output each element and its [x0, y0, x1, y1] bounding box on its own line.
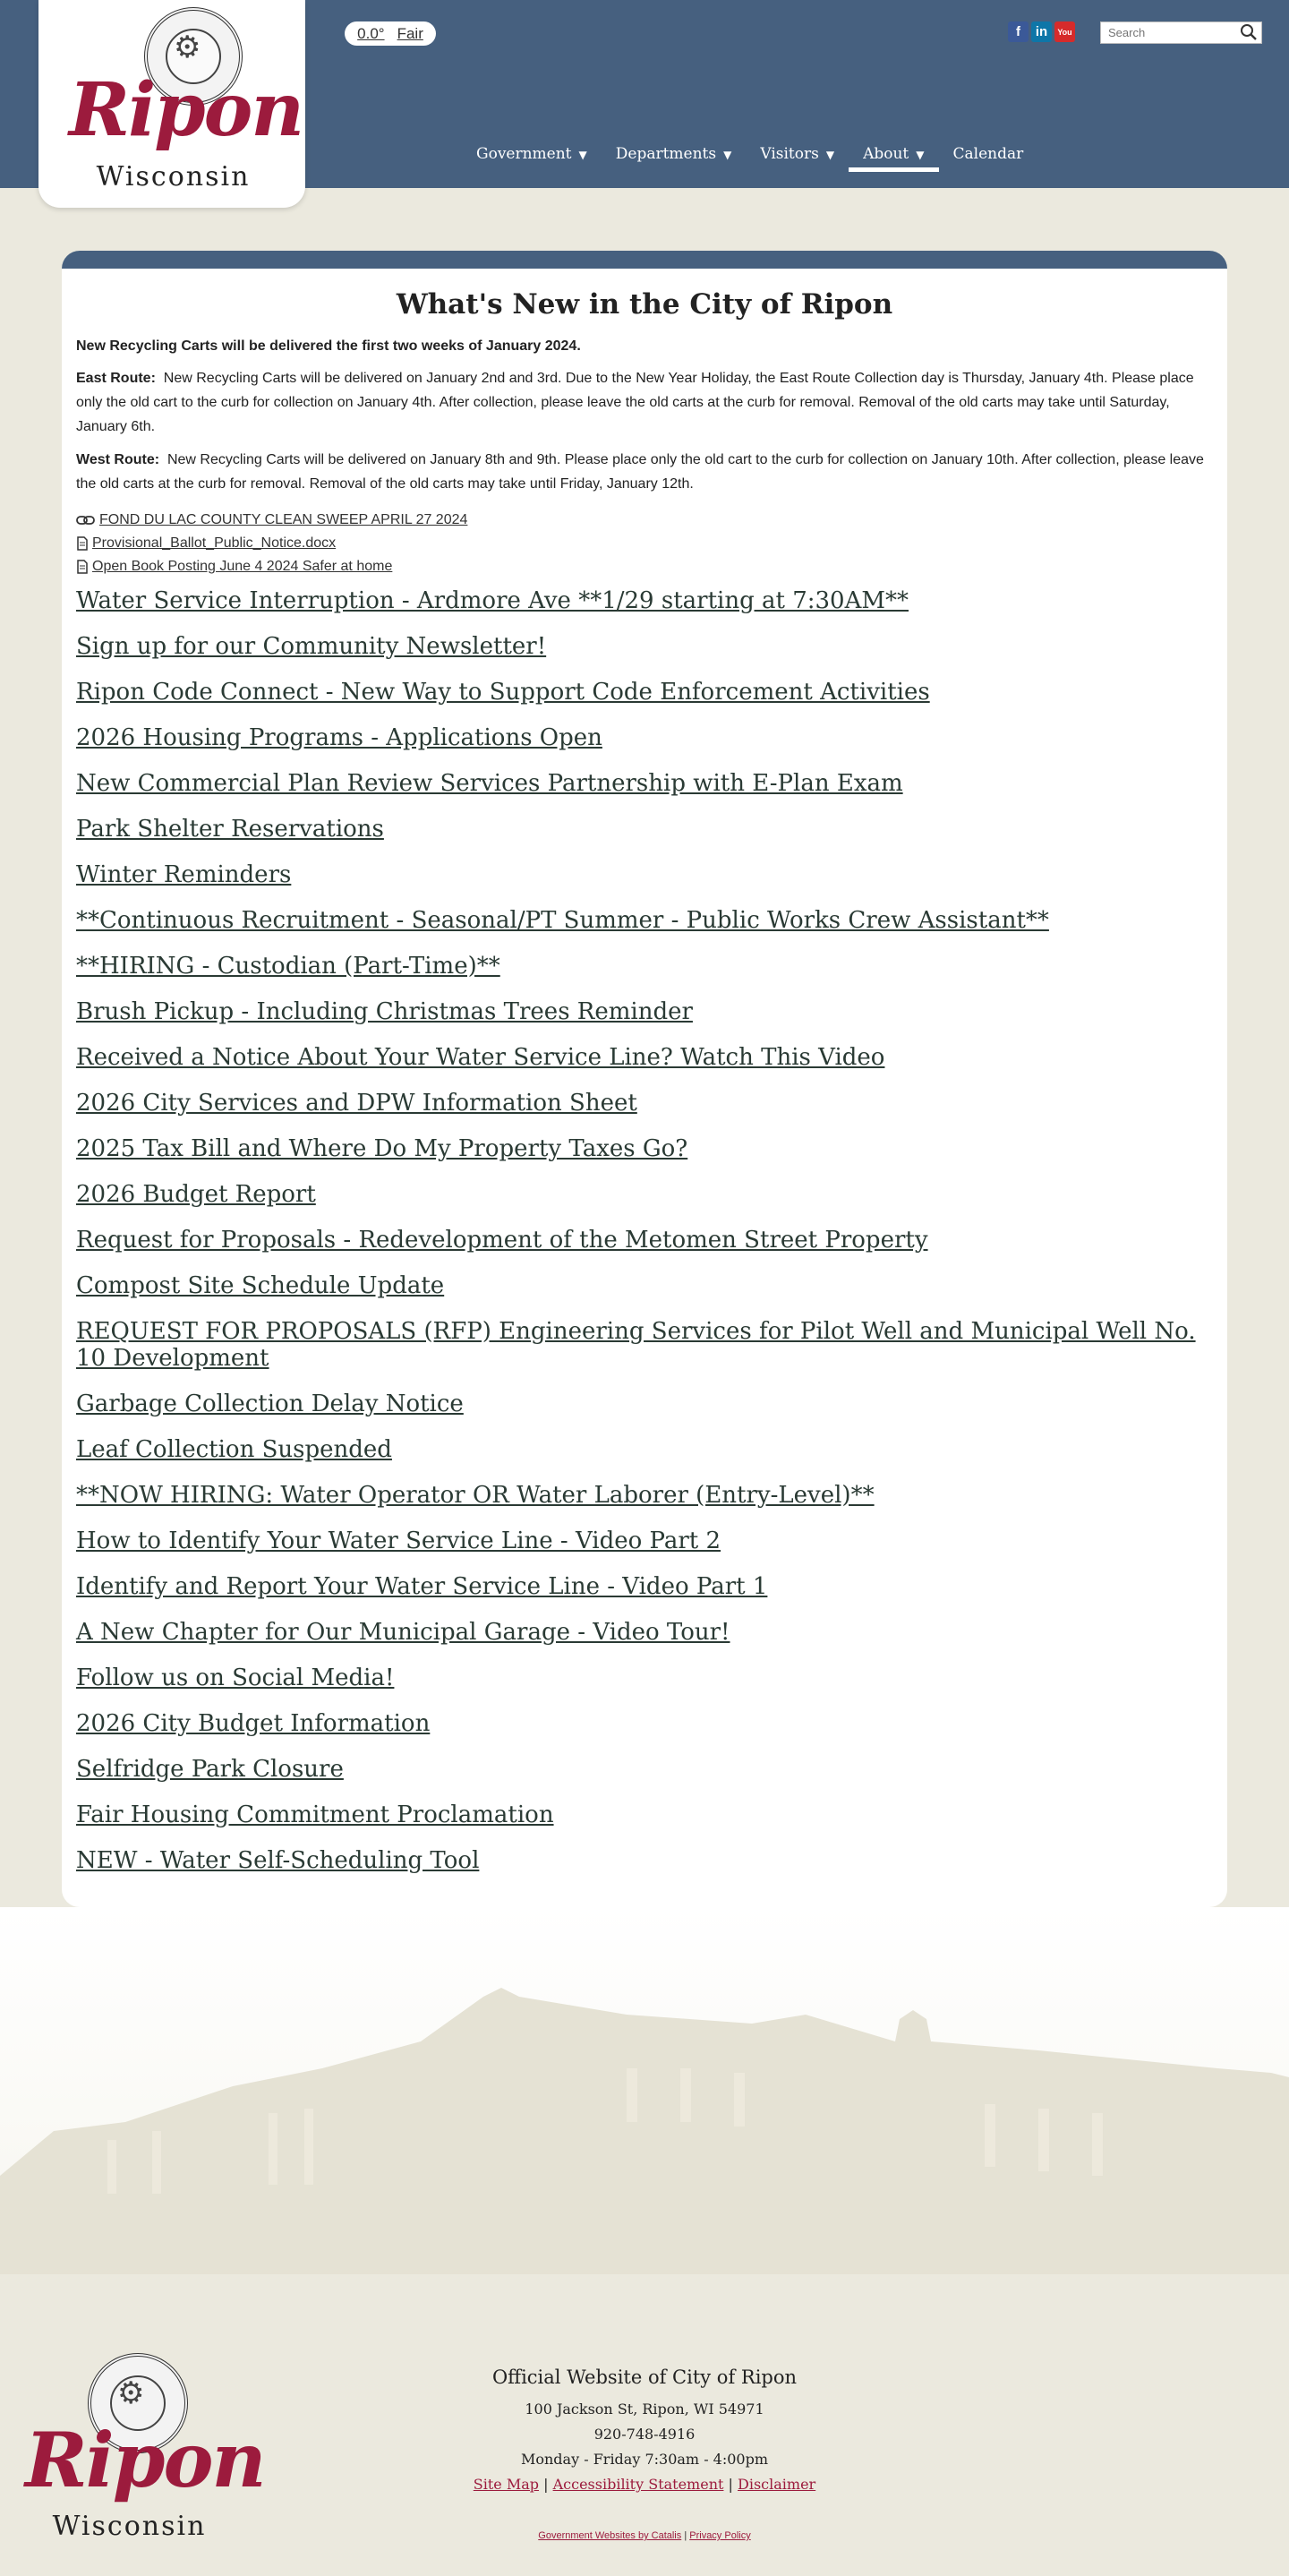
- news-link[interactable]: **Continuous Recruitment - Seasonal/PT Summer - Public Works Crew Assistant**: [76, 907, 1049, 934]
- footer-logo-state: Wisconsin: [52, 2511, 207, 2542]
- nav-government[interactable]: Government ▼: [476, 145, 587, 163]
- news-link[interactable]: NEW - Water Self-Scheduling Tool: [76, 1847, 480, 1874]
- news-link[interactable]: 2026 Budget Report: [76, 1181, 316, 1208]
- east-route-text: New Recycling Carts will be delivered on January 2nd and 3rd. Due to the New Year Holiday, the East Route Collection day is Thursday, January 4th. Please place only the old cart to the curb for collection on January 4th. After collection, please leave the old carts at the curb for removal. Removal of the old carts may take until Saturday, January 6th.: [76, 371, 1194, 434]
- footer-site-name: Official Website of City of Ripon: [491, 2366, 798, 2388]
- logo-wordmark: Ripon: [69, 67, 303, 153]
- disclaimer-link[interactable]: Disclaimer: [738, 2476, 816, 2493]
- link-icon: [76, 514, 96, 526]
- card-header-bar: [62, 251, 1227, 269]
- news-link[interactable]: Park Shelter Reservations: [76, 816, 384, 843]
- doc-link-open-book[interactable]: Open Book Posting June 4 2024 Safer at home: [92, 559, 393, 574]
- news-link[interactable]: **NOW HIRING: Water Operator OR Water Laborer (Entry-Level)**: [76, 1482, 875, 1509]
- nav-departments[interactable]: Departments ▼: [615, 145, 732, 163]
- site-header: [0, 0, 1289, 193]
- social-links: [1008, 21, 1075, 42]
- news-link[interactable]: Identify and Report Your Water Service Line - Video Part 1: [76, 1573, 768, 1600]
- news-link[interactable]: New Commercial Plan Review Services Partnership with E-Plan Exam: [76, 770, 903, 797]
- doc-link-provisional-ballot[interactable]: Provisional_Ballot_Public_Notice.docx: [92, 535, 337, 551]
- main-nav: [462, 141, 1037, 172]
- site-map-link[interactable]: Site Map: [473, 2476, 540, 2493]
- nav-visitors[interactable]: Visitors ▼: [760, 145, 835, 163]
- footer-logo[interactable]: [25, 2353, 265, 2542]
- facebook-icon[interactable]: f: [1008, 21, 1029, 42]
- footer-phone: 920-748-4916: [593, 2426, 696, 2443]
- west-route-paragraph: [76, 448, 1213, 496]
- news-link[interactable]: Request for Proposals - Redevelopment of the Metomen Street Property: [76, 1227, 928, 1254]
- privacy-policy-link[interactable]: Privacy Policy: [689, 2530, 751, 2541]
- footer-hours: Monday - Friday 7:30am - 4:00pm: [520, 2451, 769, 2468]
- footer-logo-wordmark: Ripon: [25, 2416, 265, 2504]
- news-link[interactable]: Winter Reminders: [76, 861, 292, 888]
- caret-down-icon: ▼: [825, 149, 835, 161]
- news-link[interactable]: Water Service Interruption - Ardmore Ave **1/29 starting at 7:30AM**: [76, 587, 909, 614]
- east-route-paragraph: [76, 366, 1213, 439]
- news-link[interactable]: Leaf Collection Suspended: [76, 1436, 392, 1463]
- weather-condition: Fair: [397, 24, 423, 42]
- doc-item: [76, 532, 1213, 555]
- weather-temp: 0.0°: [357, 24, 385, 42]
- news-link[interactable]: Compost Site Schedule Update: [76, 1272, 445, 1299]
- west-route-text: New Recycling Carts will be delivered on January 8th and 9th. Please place only the old cart to the curb for collection on January 10th. After collection, please leave the old carts at the curb for removal. Removal of the old carts may take until Friday, January 12th.: [76, 452, 1204, 492]
- site-logo[interactable]: [38, 0, 305, 208]
- news-link[interactable]: Fair Housing Commitment Proclamation: [76, 1801, 554, 1828]
- document-icon: [76, 560, 89, 574]
- search-icon[interactable]: [1240, 23, 1258, 41]
- nav-about[interactable]: About ▼: [849, 141, 938, 172]
- catalis-link[interactable]: Government Websites by Catalis: [538, 2530, 682, 2541]
- news-link[interactable]: Ripon Code Connect - New Way to Support Code Enforcement Activities: [76, 679, 930, 706]
- search-input[interactable]: [1101, 23, 1235, 43]
- news-link[interactable]: Sign up for our Community Newsletter!: [76, 633, 547, 660]
- news-link[interactable]: Garbage Collection Delay Notice: [76, 1391, 464, 1417]
- recycling-lead: New Recycling Carts will be delivered the first two weeks of January 2024.: [76, 338, 581, 354]
- footer-credits: Government Websites by Catalis | Privacy Policy: [538, 2530, 751, 2541]
- news-link[interactable]: A New Chapter for Our Municipal Garage - Video Tour!: [76, 1619, 730, 1646]
- search-box: [1100, 21, 1262, 44]
- news-link[interactable]: **HIRING - Custodian (Part-Time)**: [76, 953, 500, 980]
- news-link[interactable]: 2026 City Budget Information: [76, 1710, 431, 1737]
- whats-new-card: [62, 251, 1227, 1907]
- news-link[interactable]: Selfridge Park Closure: [76, 1756, 344, 1783]
- accessibility-link[interactable]: Accessibility Statement: [552, 2476, 724, 2493]
- doc-item: [76, 555, 1213, 578]
- news-link[interactable]: How to Identify Your Water Service Line - Video Part 2: [76, 1528, 721, 1554]
- footer-address: 100 Jackson St, Ripon, WI 54971: [525, 2401, 764, 2418]
- caret-down-icon: ▼: [723, 149, 732, 161]
- east-route-label: East Route:: [76, 371, 156, 386]
- doc-item: [76, 509, 1213, 532]
- caret-down-icon: ▼: [916, 149, 925, 161]
- document-links: [76, 509, 1213, 578]
- doc-link-clean-sweep[interactable]: FOND DU LAC COUNTY CLEAN SWEEP APRIL 27 2024: [99, 512, 468, 527]
- nav-calendar[interactable]: Calendar: [952, 145, 1024, 163]
- youtube-icon[interactable]: You: [1054, 21, 1075, 42]
- city-seal-icon: ⚙: [144, 7, 243, 106]
- news-link[interactable]: 2026 Housing Programs - Applications Open: [76, 724, 602, 751]
- news-link[interactable]: Received a Notice About Your Water Service Line? Watch This Video: [76, 1044, 885, 1071]
- page-title: What's New in the City of Ripon: [396, 288, 893, 321]
- news-list: [76, 587, 1213, 1874]
- city-seal-icon: ⚙: [88, 2353, 188, 2453]
- downtown-skyline-illustration: [0, 1907, 1289, 2292]
- logo-state: Wisconsin: [96, 161, 251, 193]
- news-link[interactable]: 2025 Tax Bill and Where Do My Property Taxes Go?: [76, 1135, 688, 1162]
- news-link[interactable]: 2026 City Services and DPW Information Sheet: [76, 1090, 637, 1117]
- west-route-label: West Route:: [76, 452, 160, 467]
- news-link[interactable]: Brush Pickup - Including Christmas Trees Reminder: [76, 998, 693, 1025]
- footer-links: Site Map | Accessibility Statement | Disclaimer: [473, 2476, 816, 2493]
- footer-contact: [376, 2366, 913, 2497]
- caret-down-icon: ▼: [578, 149, 587, 161]
- linkedin-icon[interactable]: in: [1031, 21, 1052, 42]
- weather-widget[interactable]: [345, 21, 436, 46]
- news-link[interactable]: Follow us on Social Media!: [76, 1665, 395, 1691]
- news-link[interactable]: REQUEST FOR PROPOSALS (RFP) Engineering Services for Pilot Well and Municipal Well No. 10 Development: [76, 1318, 1196, 1372]
- document-icon: [76, 536, 89, 551]
